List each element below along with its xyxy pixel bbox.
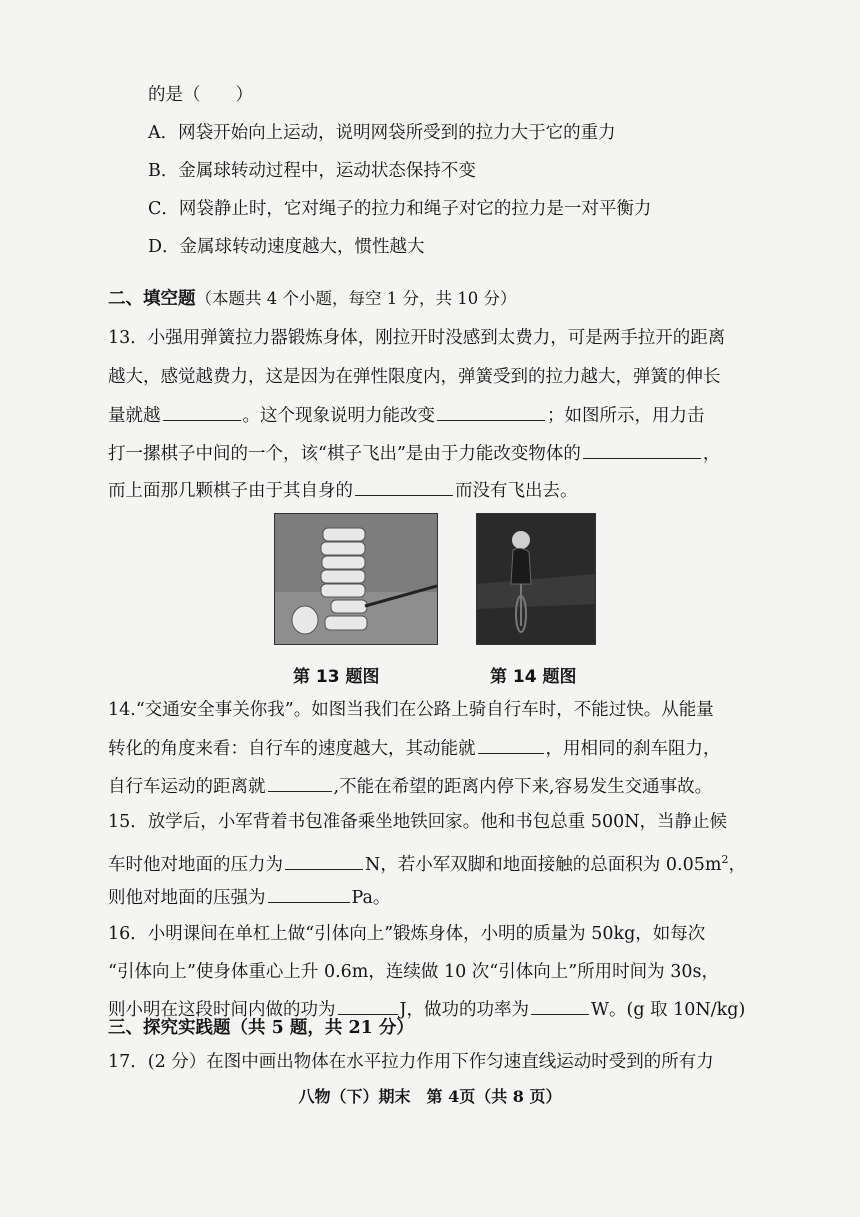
- q15-text-2a: 车时他对地面的压力为: [108, 854, 283, 875]
- figure-14-caption: 第 14 题图: [490, 667, 577, 687]
- cyclist-drawing: [477, 514, 595, 644]
- q16-text-3c: W。(g 取 10N/kg): [591, 1000, 746, 1020]
- answer-blank[interactable]: [531, 996, 589, 1015]
- q15-text-3b: Pa。: [351, 888, 391, 908]
- answer-blank[interactable]: [478, 735, 544, 754]
- q12-stem-end: 的是（ ）: [148, 85, 253, 105]
- q15-text-2b: N，若小军双脚和地面接触的总面积为 0.05m: [365, 854, 722, 875]
- section-2-heading: [108, 286, 758, 312]
- q12-option-a: A．网袋开始向上运动，说明网袋所受到的拉力大于它的重力: [148, 123, 616, 143]
- q17-line-1: 17．(2 分）在图中画出物体在水平拉力作用下作匀速直线运动时受到的所有力: [108, 1052, 714, 1072]
- q13-text-3c: ；如图所示，用力击: [547, 406, 705, 426]
- q13-line-5: [108, 477, 758, 504]
- q12-option-c: C．网袋静止时，它对绳子的拉力和绳子对它的拉力是一对平衡力: [148, 199, 652, 219]
- chess-stack-drawing: [275, 514, 437, 644]
- q15-text-3a: 则他对地面的压强为: [108, 888, 266, 908]
- answer-blank[interactable]: [338, 996, 398, 1015]
- q13-line-2: 越大，感觉越费力，这是因为在弹性限度内，弹簧受到的拉力越大，弹簧的伸长: [108, 367, 721, 387]
- answer-blank[interactable]: [355, 477, 453, 496]
- q16-text-3b: J，做功的功率为: [399, 1000, 530, 1020]
- cyclist-photo: [476, 513, 596, 645]
- q12-option-d: D．金属球转动速度越大，惯性越大: [148, 237, 425, 257]
- section-3-heading: 三、探究实践题（共 5 题，共 21 分）: [108, 1018, 414, 1038]
- q16-text-3a: 则小明在这段时间内做的功为: [108, 1000, 336, 1020]
- q14-line-3: [108, 773, 758, 800]
- q13-line-4: [108, 440, 758, 467]
- q15-line-1: 15．放学后，小军背着书包准备乘坐地铁回家。他和书包总重 500N，当静止候: [108, 812, 728, 832]
- q13-text-4b: ，: [702, 444, 721, 464]
- q15-superscript: 2: [721, 853, 729, 866]
- answer-blank[interactable]: [285, 851, 363, 870]
- page-footer: 八物（下）期末 第 4页（共 8 页）: [298, 1087, 562, 1106]
- answer-blank[interactable]: [437, 402, 545, 421]
- q13-line-3: [108, 402, 758, 429]
- q13-text-4a: 打一摞棋子中间的一个，该“棋子飞出”是由于力能改变物体的: [108, 444, 581, 464]
- q12-option-b: B．金属球转动过程中，运动状态保持不变: [148, 161, 476, 181]
- answer-blank[interactable]: [583, 440, 701, 459]
- q13-line-1: 13．小强用弹簧拉力器锻炼身体，刚拉开时没感到太费力，可是两手拉开的距离: [108, 328, 726, 348]
- q15-line-2: [108, 847, 758, 878]
- section-2-note: （本题共 4 个小题，每空 1 分，共 10 分）: [195, 289, 517, 308]
- figure-13-caption: 第 13 题图: [293, 667, 380, 687]
- q14-line-1: 14.“交通安全事关你我”。如图当我们在公路上骑自行车时，不能过快。从能量: [108, 700, 714, 720]
- q15-text-2c: ，: [728, 854, 746, 875]
- q14-line-2: [108, 735, 758, 762]
- q13-text-3a: 量就越: [108, 406, 161, 426]
- q13-text-3b: 。这个现象说明力能改变: [242, 406, 435, 426]
- q16-line-1: 16．小明课间在单杠上做“引体向上”锻炼身体，小明的质量为 50kg，如每次: [108, 924, 706, 944]
- q13-text-5b: 而没有飞出去。: [455, 481, 578, 501]
- section-2-title: 二、填空题: [108, 289, 196, 309]
- q15-line-3: [108, 884, 758, 911]
- q14-text-2b: ，用相同的刹车阻力，: [545, 739, 721, 759]
- q13-text-5a: 而上面那几颗棋子由于其自身的: [108, 481, 353, 501]
- chess-stack-photo: [274, 513, 438, 645]
- q16-line-2: “引体向上”使身体重心上升 0.6m，连续做 10 次“引体向上”所用时间为 30s，: [108, 962, 719, 982]
- q14-text-2a: 转化的角度来看：自行车的速度越大，其动能就: [108, 739, 476, 759]
- q14-text-3a: 自行车运动的距离就: [108, 777, 266, 797]
- answer-blank[interactable]: [268, 773, 332, 792]
- answer-blank[interactable]: [163, 402, 241, 421]
- answer-blank[interactable]: [268, 884, 350, 903]
- q14-text-3b: ,不能在希望的距离内停下来,容易发生交通事故。: [333, 777, 713, 797]
